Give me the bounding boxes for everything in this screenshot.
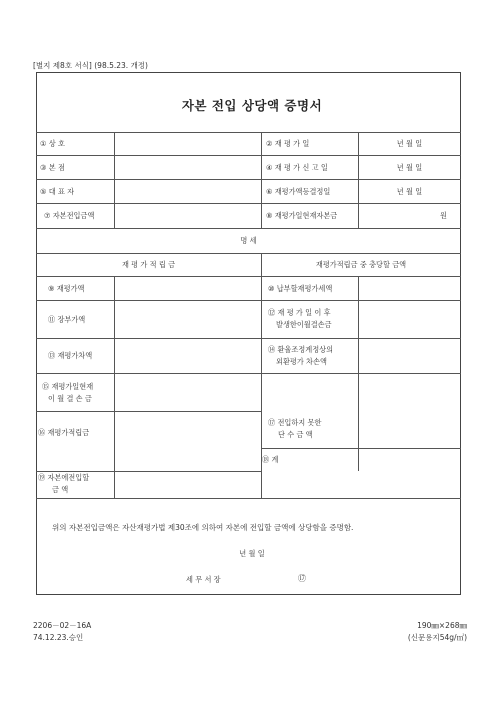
rule xyxy=(358,276,359,471)
rule xyxy=(36,338,461,339)
capital-at-revaluation-label: ⑧ 재평가일현재자본금 xyxy=(266,211,338,220)
certification-statement: 위의 자본전입금액은 자산재평가법 제30조에 의하여 자본에 전입할 금액에 상당함을 증명함. xyxy=(52,523,354,532)
capital-transfer-label-1: ⑲ 자본에전입할 xyxy=(38,473,90,482)
rule xyxy=(114,276,115,498)
rule xyxy=(261,132,262,228)
document-title: 자본 전입 상당액 증명서 xyxy=(181,98,323,113)
head-office-label: ③ 본 점 xyxy=(40,163,65,172)
revaluation-report-date-value[interactable]: 년 월 일 xyxy=(396,163,423,172)
detail-section-header: 명 세 xyxy=(240,236,257,245)
rule xyxy=(261,448,461,449)
total-label: ⑱ 계 xyxy=(262,455,279,464)
deficit-at-revaluation-label-2: 이 월 결 손 금 xyxy=(48,394,92,403)
revaluation-date-value[interactable]: 년 월 일 xyxy=(396,139,423,148)
rule xyxy=(36,411,261,412)
rule xyxy=(36,203,461,204)
rule xyxy=(36,132,461,133)
revaluation-decision-date-label: ⑥ 재평가액등결정일 xyxy=(266,187,331,196)
fx-loss-label-1: ⑭ 환율조정계정상의 xyxy=(268,345,334,354)
trade-name-label: ① 상 호 xyxy=(40,139,65,148)
rule xyxy=(36,253,461,254)
fractional-amount-label-2: 단 수 금 액 xyxy=(278,430,313,439)
revaluation-reserve-label: ⑯ 재평가적립금 xyxy=(38,428,90,437)
seal-mark: ⑰ xyxy=(298,574,306,583)
post-revaluation-deficit-label-2: 발생한이월결손금 xyxy=(276,320,332,329)
rule xyxy=(36,471,261,472)
capital-transfer-label-2: 금 액 xyxy=(52,485,69,494)
issue-date[interactable]: 년 월 일 xyxy=(239,549,265,558)
fx-loss-label-2: 외환평가 차손액 xyxy=(276,357,327,366)
capital-transfer-amount-label: ⑦ 자본전입금액 xyxy=(44,211,95,220)
rule xyxy=(36,300,461,301)
tax-office-chief-label: 세 무 서 장 xyxy=(186,575,221,584)
reserve-allocation-header: 재평가적립금 중 충당할 금액 xyxy=(315,260,407,269)
deficit-at-revaluation-label-1: ⑮ 재평가일현재 xyxy=(42,382,94,391)
rule xyxy=(36,276,461,277)
rule xyxy=(36,228,461,229)
paper-type: (신문용지54g/㎡) xyxy=(407,633,467,642)
representative-label: ⑤ 대 표 자 xyxy=(40,187,75,196)
rule xyxy=(36,498,461,499)
won-unit: 원 xyxy=(440,211,447,220)
revaluation-decision-date-value[interactable]: 년 월 일 xyxy=(396,187,423,196)
form-frame xyxy=(36,72,461,595)
rule xyxy=(36,373,461,374)
form-code: 2206－02－16A xyxy=(33,621,92,630)
revaluation-reserve-header: 재 평 가 적 립 금 xyxy=(121,260,176,269)
post-revaluation-deficit-label-1: ⑫ 재 평 가 일 이 후 xyxy=(268,308,331,317)
fractional-amount-label-1: ⑰ 전입하지 못한 xyxy=(268,418,322,427)
rule xyxy=(36,179,461,180)
approval-date: 74.12.23.승인 xyxy=(33,633,84,642)
paper-size: 190㎜×268㎜ xyxy=(417,621,467,630)
book-value-label: ⑪ 장부가액 xyxy=(48,315,86,324)
revaluation-difference-label: ⑬ 재평가차액 xyxy=(48,351,93,360)
revaluation-report-date-label: ④ 재 평 가 신 고 일 xyxy=(266,163,328,172)
revaluation-tax-label: ⑩ 납부할재평가세액 xyxy=(268,284,333,293)
revaluation-amount-label: ⑨ 재평가액 xyxy=(48,284,85,293)
rule xyxy=(36,155,461,156)
revaluation-date-label: ② 재 평 가 일 xyxy=(266,139,310,148)
form-number-label: [별지 제8호 서식] (98.5.23. 개정) xyxy=(33,61,148,70)
rule xyxy=(114,132,115,228)
